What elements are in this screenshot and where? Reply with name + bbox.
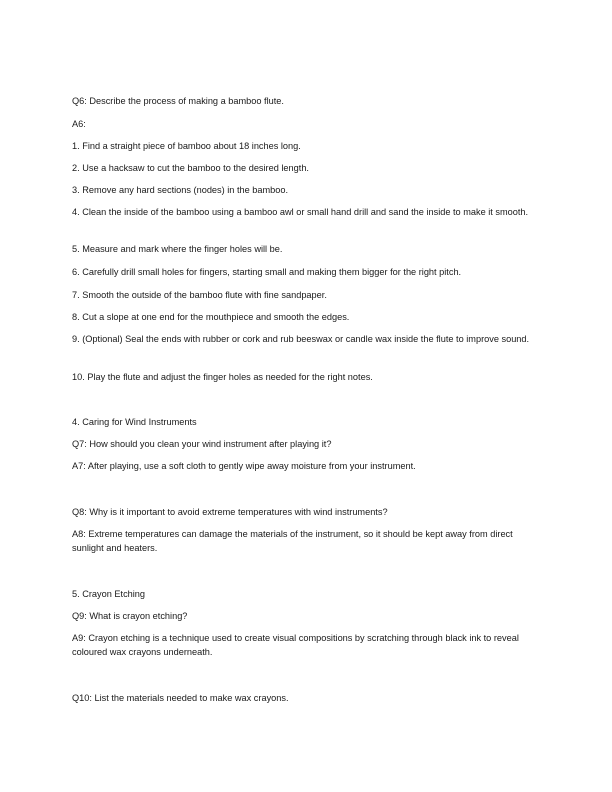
step-8: 8. Cut a slope at one end for the mouthpiece and smooth the edges. [72, 312, 350, 322]
step-3: 3. Remove any hard sections (nodes) in the bamboo. [72, 185, 289, 195]
answer-a9: A9: Crayon etching is a technique used to create visual compositions by scratching through black ink to reveal coloured wax crayons underneath. [72, 633, 519, 657]
step-1: 1. Find a straight piece of bamboo about 18 inches long. [72, 141, 301, 151]
step-9: 9. (Optional) Seal the ends with rubber or cork and rub beeswax or candle wax inside the flute to improve sound. [72, 334, 530, 344]
question-q9: Q9: What is crayon etching? [72, 611, 188, 621]
section-5-heading: 5. Crayon Etching [72, 589, 146, 599]
question-q7: Q7: How should you clean your wind instrument after playing it? [72, 439, 332, 449]
step-6: 6. Carefully drill small holes for fingers, starting small and making them bigger for the right pitch. [72, 267, 462, 277]
section-4-heading: 4. Caring for Wind Instruments [72, 417, 197, 427]
question-q8: Q8: Why is it important to avoid extreme temperatures with wind instruments? [72, 507, 388, 517]
step-5: 5. Measure and mark where the finger holes will be. [72, 244, 283, 254]
step-2: 2. Use a hacksaw to cut the bamboo to the desired length. [72, 163, 309, 173]
step-7: 7. Smooth the outside of the bamboo flute with fine sandpaper. [72, 290, 327, 300]
question-q10: Q10: List the materials needed to make wax crayons. [72, 693, 289, 703]
question-q6: Q6: Describe the process of making a bamboo flute. [72, 96, 284, 106]
step-4: 4. Clean the inside of the bamboo using a bamboo awl or small hand drill and sand the inside to make it smooth. [72, 207, 529, 217]
answer-a7: A7: After playing, use a soft cloth to gently wipe away moisture from your instrument. [72, 461, 416, 471]
answer-a6-label: A6: [72, 119, 86, 129]
answer-a8: A8: Extreme temperatures can damage the materials of the instrument, so it should be kept away from direct sunlight and heaters. [72, 529, 513, 553]
step-10: 10. Play the flute and adjust the finger holes as needed for the right notes. [72, 372, 373, 382]
